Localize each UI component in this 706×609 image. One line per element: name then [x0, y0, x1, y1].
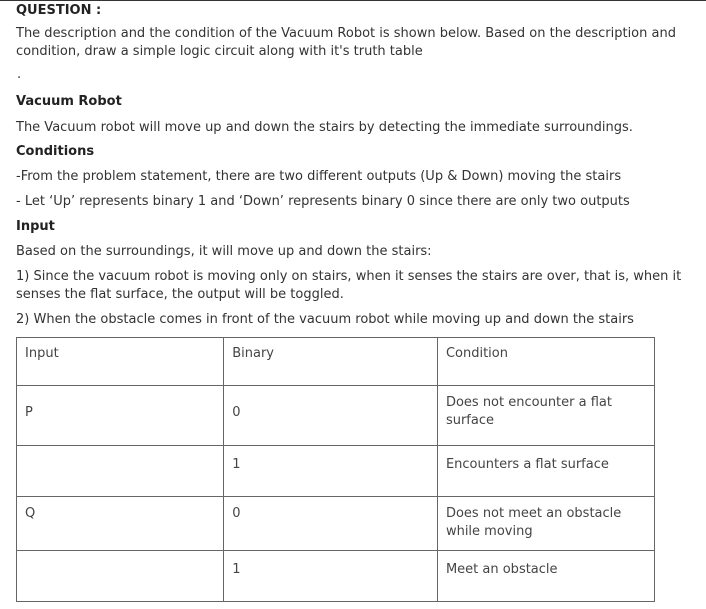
input-intro: Based on the surroundings, it will move up and down the stairs: — [16, 244, 432, 259]
table-row — [17, 386, 655, 446]
cell-binary: 1 — [224, 551, 438, 602]
conditions-line-2: - Let ‘Up’ represents binary 1 and ‘Down’ represents binary 0 since there are only two outputs — [16, 194, 630, 209]
question-prompt: The description and the condition of the Vacuum Robot is shown below. Based on the description and condition, draw a simple logic circuit along with it's truth table — [16, 26, 676, 59]
cell-input: P — [17, 386, 224, 446]
header-input: Input — [17, 338, 224, 386]
conditions-line-1: -From the problem statement, there are two different outputs (Up & Down) moving the stairs — [16, 169, 622, 184]
truth-table — [16, 337, 655, 602]
top-rule — [0, 0, 706, 1]
stray-dot: . — [17, 67, 22, 82]
header-condition: Condition — [437, 338, 654, 386]
cell-condition: Encounters a flat surface — [437, 446, 654, 497]
cell-condition: Does not encounter a flat surface — [437, 386, 654, 446]
cell-condition: Does not meet an obstacle while moving — [437, 497, 654, 551]
table-row — [17, 446, 655, 497]
table-header-row — [17, 338, 655, 386]
cell-input — [17, 551, 224, 602]
robot-heading: Vacuum Robot — [16, 94, 122, 109]
table-row — [17, 497, 655, 551]
question-heading: QUESTION : — [16, 3, 102, 18]
conditions-heading: Conditions — [16, 144, 95, 159]
cell-binary: 0 — [224, 386, 438, 446]
header-binary: Binary — [224, 338, 438, 386]
cell-input — [17, 446, 224, 497]
input-item-1: 1) Since the vacuum robot is moving only on stairs, when it senses the stairs are over, that is, when it senses the flat surface, the output will be toggled. — [16, 269, 682, 302]
robot-description: The Vacuum robot will move up and down the stairs by detecting the immediate surroundings. — [16, 120, 633, 135]
input-item-2: 2) When the obstacle comes in front of the vacuum robot while moving up and down the stairs — [16, 312, 634, 327]
cell-binary: 1 — [224, 446, 438, 497]
input-heading: Input — [16, 219, 55, 234]
cell-input: Q — [17, 497, 224, 551]
table-row — [17, 551, 655, 602]
cell-binary: 0 — [224, 497, 438, 551]
cell-condition: Meet an obstacle — [437, 551, 654, 602]
